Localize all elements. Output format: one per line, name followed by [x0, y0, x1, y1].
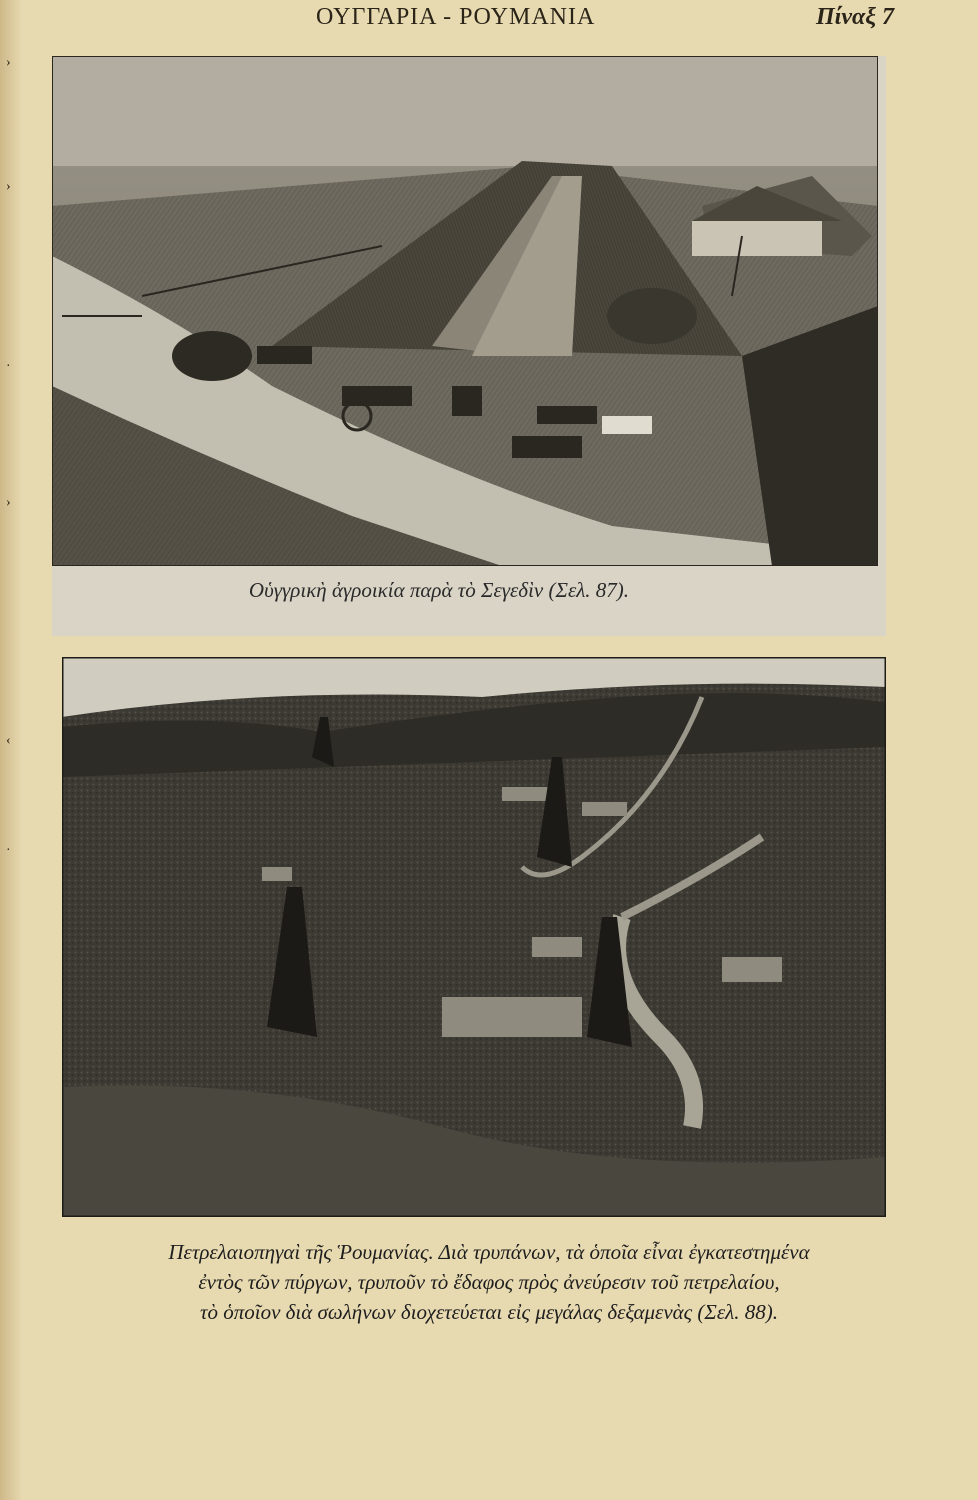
- page-header: [0, 0, 978, 40]
- figure-1-caption: Οὑγγρικὴ ἀγροικία παρὰ τὸ Σεγεδὶν (Σελ. 87).: [248, 578, 630, 602]
- page-title: ΟΥΓΓΑΡΙΑ - ΡΟΥΜΑΝΙΑ: [316, 4, 596, 30]
- margin-mark: ›: [6, 55, 11, 70]
- figure-1-farm-engraving: [52, 56, 878, 566]
- caption-line: τὸ ὁποῖον διὰ σωλήνων διοχετεύεται εἰς μεγάλας δεξαμενὰς (Σελ. 88).: [199, 1300, 779, 1324]
- margin-mark: ›: [6, 495, 11, 510]
- caption-line: Πετρελαιοπηγαὶ τῆς Ῥουμανίας. Διὰ τρυπάνων, τὰ ὁποῖα εἶναι ἐγκατεστημένα: [168, 1240, 810, 1264]
- margin-mark: ‹: [6, 733, 11, 748]
- caption-line: ἐντὸς τῶν πύργων, τρυποῦν τὸ ἔδαφος πρὸς ἀνεύρεσιν τοῦ πετρελαίου,: [198, 1270, 780, 1294]
- margin-mark: ·: [6, 843, 11, 858]
- figure-2-oilfield-photo: [62, 657, 886, 1217]
- margin-mark: ›: [6, 179, 11, 194]
- figure-2-caption: [60, 1237, 918, 1327]
- margin-mark: ·: [6, 359, 11, 374]
- plate-number: Πίναξ 7: [816, 4, 895, 30]
- page-binding-edge: [0, 0, 22, 1500]
